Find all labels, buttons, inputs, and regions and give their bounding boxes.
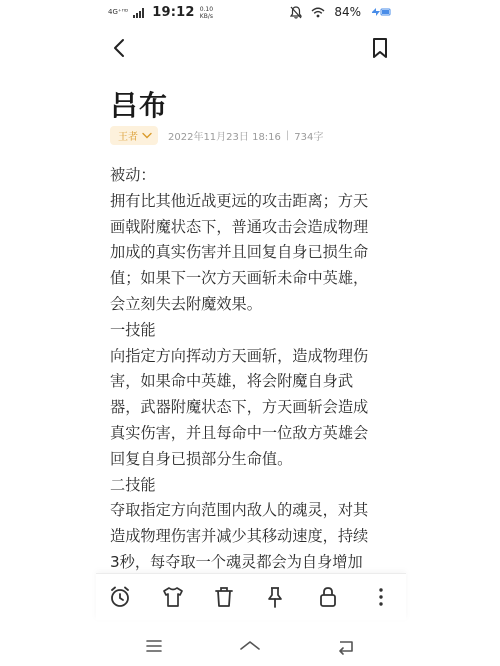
note-line: 画戟附魔状态下，普通攻击会造成物理 [110,217,369,236]
trash-icon [211,584,237,610]
system-nav-bar [0,628,500,666]
meta-separator: | [285,130,290,141]
alarm-button[interactable] [107,584,133,610]
pin-button[interactable] [262,584,288,610]
status-bar [0,0,500,26]
note-line: 值；如果下一次方天画斩未命中英雄， [110,269,369,288]
note-line: 会立刻失去附魔效果。 [110,294,262,313]
note-meta [110,126,323,145]
status-right [290,5,392,19]
note-line: 二技能 [110,475,156,494]
home-icon [238,636,262,656]
note-date: 2022年11月23日 18:16 [168,132,281,143]
chevron-left-icon [106,34,134,62]
back-nav-button[interactable] [334,636,358,656]
bookmark-icon [366,34,394,62]
status-time: 19:12 [152,5,195,20]
speed-value: 0.10 [199,5,214,13]
lock-icon [315,584,341,610]
note-line: 向指定方向挥动方天画斩，造成物理伤 [110,346,369,365]
alarm-icon [107,584,133,610]
note-line: 夺取指定方向范围内敌人的魂灵，对其 [110,501,369,520]
note-line: 器，武器附魔状态下，方天画斩会造成 [110,398,369,417]
note-line: 回复自身已损部分生命值。 [110,449,293,468]
bottom-toolbar [96,573,406,620]
network-speed [200,6,213,20]
pin-icon [262,584,288,610]
battery-charging-icon [370,7,392,17]
home-nav-button[interactable] [238,636,262,656]
word-count: 734字 [294,132,324,143]
note-line: 真实伤害，并且每命中一位敌方英雄会 [110,423,369,442]
battery-percent: 84% [334,5,361,19]
note-line: 一技能 [110,320,156,339]
back-nav-icon [334,636,358,656]
more-button[interactable] [368,584,394,610]
status-left [108,5,213,20]
category-label: 王者 [118,132,138,143]
note-body[interactable] [110,163,392,578]
signal-indicator: 4G⁺ᴴᴰ [108,8,129,16]
note-line: 拥有比其他近战更远的攻击距离；方天 [110,191,369,210]
menu-nav-button[interactable] [142,636,166,656]
speed-unit: KB/s [199,12,213,20]
mute-icon [290,6,302,19]
skin-button[interactable] [160,584,186,610]
delete-button[interactable] [211,584,237,610]
menu-icon [142,636,166,656]
back-button[interactable] [106,34,134,62]
note-line: 3秒，每夺取一个魂灵都会为自身增加 [110,552,363,571]
note-title: 吕布 [110,89,169,122]
category-tag[interactable] [110,126,158,145]
signal-bars-icon [133,8,147,18]
bookmark-button[interactable] [366,34,394,62]
shirt-icon [160,584,186,610]
more-icon [368,584,394,610]
note-line: 造成物理伤害并减少其移动速度，持续 [110,527,369,546]
note-line: 被动： [110,166,156,184]
chevron-down-icon [142,132,152,139]
lock-button[interactable] [315,584,341,610]
note-line: 加成的真实伤害并且回复自身已损生命 [110,243,369,262]
wifi-icon [311,7,325,18]
note-line: 害，如果命中英雄，将会附魔自身武 [110,372,353,391]
